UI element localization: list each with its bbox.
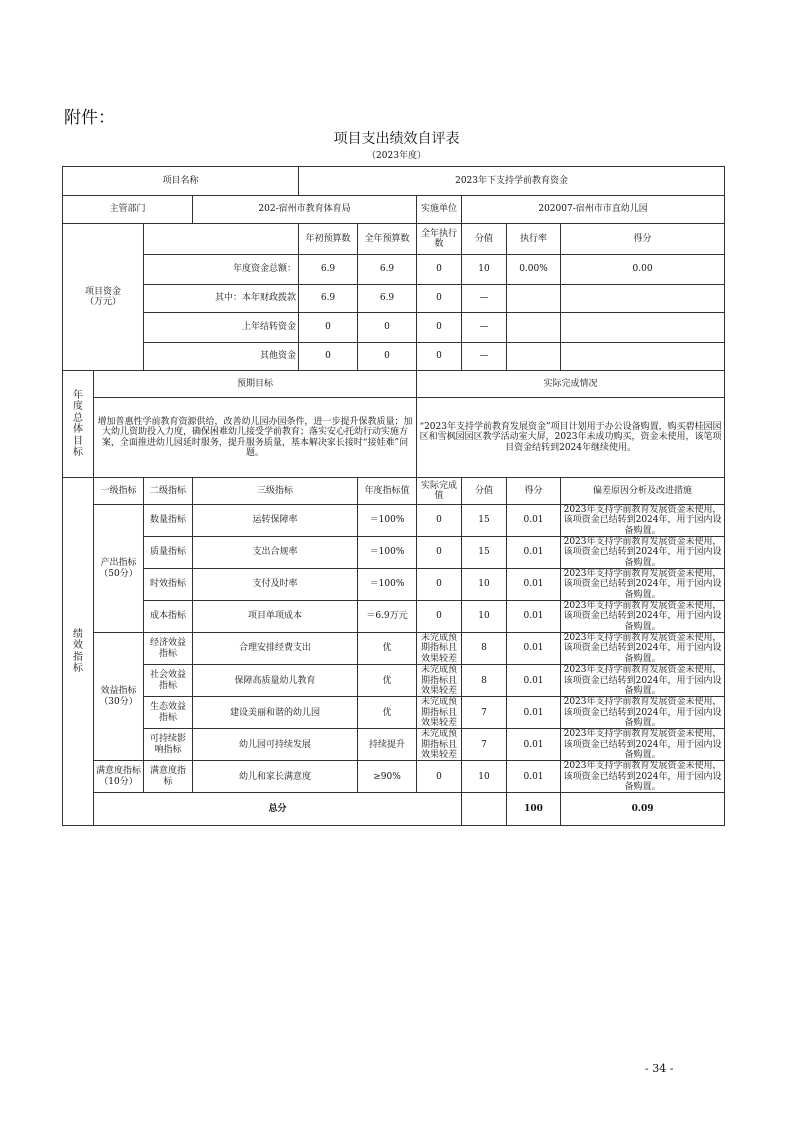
funds-row-score: [561, 285, 725, 313]
perf-actual: 0: [417, 505, 462, 537]
funds-row-initial: 0: [299, 343, 358, 371]
perf-score: 0.01: [507, 505, 561, 537]
funds-header-score: 得分: [561, 224, 725, 255]
perf-level3: 支出合规率: [193, 537, 358, 569]
perf-level1-text: 效益指标 （30分）: [99, 686, 138, 707]
perf-level3: 项目单项成本: [193, 601, 358, 633]
perf-level3: 合理安排经费支出: [193, 633, 358, 665]
perf-actual: 0: [417, 569, 462, 601]
funds-row-initial: 6.9: [299, 285, 358, 313]
perf-level3: 幼儿和家长满意度: [193, 761, 358, 793]
perf-score: 0.01: [507, 697, 561, 729]
dept-label: 主管部门: [63, 196, 193, 224]
perf-target: ＝100%: [358, 537, 417, 569]
funds-label: [63, 224, 144, 371]
funds-row-rate: [507, 285, 561, 313]
unit-label: 实施单位: [417, 196, 462, 224]
project-name-row: [63, 167, 725, 196]
perf-actual: 0: [417, 537, 462, 569]
self-evaluation-table: [62, 166, 725, 826]
perf-level3: 建设美丽和谐的幼儿园: [193, 697, 358, 729]
funds-row-score: 0.00: [561, 255, 725, 285]
funds-row-name: 上年结转资金: [144, 313, 299, 343]
total-row: [63, 793, 725, 826]
funds-header-blank: [144, 224, 299, 255]
perf-header-level2: 二级指标: [144, 478, 193, 505]
table-row: [63, 633, 725, 665]
perf-level2: 质量指标: [144, 537, 193, 569]
funds-row-annual: 6.9: [358, 255, 417, 285]
perf-deviation: 2023年支持学前教育发展资金未使用，该项资金已结转到2024年，用于园内设备购置。: [561, 665, 725, 697]
perf-deviation: 2023年支持学前教育发展资金未使用，该项资金已结转到2024年，用于园内设备购置。: [561, 761, 725, 793]
perf-level2: 数量指标: [144, 505, 193, 537]
perf-header-deviation: 偏差原因分析及改进措施: [561, 478, 725, 505]
funds-row-name: 其中：本年财政拨款: [144, 285, 299, 313]
perf-deviation: 2023年支持学前教育发展资金未使用，该项资金已结转到2024年，用于园内设备购置。: [561, 537, 725, 569]
funds-row-name: 其他资金: [144, 343, 299, 371]
funds-row-score: [561, 313, 725, 343]
perf-score: 0.01: [507, 537, 561, 569]
form-year: （2023年度）: [367, 151, 426, 161]
table-row: [63, 569, 725, 601]
perf-score: 0.01: [507, 569, 561, 601]
funds-label-text: 项目资金 （万元）: [84, 286, 121, 307]
perf-deviation: 2023年支持学前教育发展资金未使用，该项资金已结转到2024年，用于园内设备购置。: [561, 697, 725, 729]
goals-expected-header: 预期目标: [94, 371, 417, 398]
attachment-label: 附件：: [64, 108, 115, 128]
funds-row: [63, 255, 725, 285]
perf-level2: 生态效益指标: [144, 697, 193, 729]
perf-header-level1: 一级指标: [94, 478, 144, 505]
table-row: [63, 505, 725, 537]
perf-level2: 满意度指标: [144, 761, 193, 793]
perf-actual: 0: [417, 761, 462, 793]
perf-target: ≥90%: [358, 761, 417, 793]
total-label: 总分: [94, 793, 462, 826]
perf-actual: 未完成预期指标且效果较差: [417, 633, 462, 665]
perf-score-value: 7: [462, 729, 507, 761]
form-title: 项目支出绩效自评表: [333, 131, 460, 147]
total-blank: [462, 793, 507, 826]
table-row: [63, 537, 725, 569]
funds-row-annual: 6.9: [358, 285, 417, 313]
perf-deviation: 2023年支持学前教育发展资金未使用，该项资金已结转到2024年，用于园内设备购置。: [561, 569, 725, 601]
perf-target: ＝100%: [358, 569, 417, 601]
perf-target: 优: [358, 633, 417, 665]
table-row: [63, 761, 725, 793]
perf-level2: 社会效益指标: [144, 665, 193, 697]
funds-row: [63, 285, 725, 313]
perf-header-level3: 三级指标: [193, 478, 358, 505]
table-row: [63, 601, 725, 633]
funds-row-executed: 0: [417, 255, 462, 285]
goals-label-text: 年度总体目标: [73, 389, 83, 458]
performance-label-text: 绩效指标: [73, 628, 83, 675]
perf-header-actual: 实际完成值: [417, 478, 462, 505]
funds-row-initial: 0: [299, 313, 358, 343]
perf-target: ＝6.9万元: [358, 601, 417, 633]
perf-level2: 成本指标: [144, 601, 193, 633]
funds-header-executed: 全年执行数: [417, 224, 462, 255]
funds-row-score-value: 10: [462, 255, 507, 285]
perf-level3: 保障高质量幼儿教育: [193, 665, 358, 697]
project-name-value: 2023年下支持学前教育资金: [299, 167, 725, 196]
goals-actual-header: 实际完成情况: [417, 371, 725, 398]
funds-header-row: [63, 224, 725, 255]
perf-deviation: 2023年支持学前教育发展资金未使用，该项资金已结转到2024年，用于园内设备购置。: [561, 729, 725, 761]
perf-score: 0.01: [507, 729, 561, 761]
perf-score: 0.01: [507, 761, 561, 793]
perf-level2: 可持续影响指标: [144, 729, 193, 761]
perf-level3: 幼儿园可持续发展: [193, 729, 358, 761]
perf-level2: 时效指标: [144, 569, 193, 601]
funds-row-score: [561, 343, 725, 371]
goals-content-row: [63, 398, 725, 478]
perf-score-value: 10: [462, 601, 507, 633]
performance-header-row: [63, 478, 725, 505]
goals-actual-text: “2023年支持学前教育发展资金”项目计划用于办公设备购置，购买碧桂园园区和雪枫园园区教学活动室大屏，2023年未成功购买，资金未使用，该笔项目资金结转到2024年继续使用。: [417, 398, 725, 478]
perf-target: ＝100%: [358, 505, 417, 537]
funds-row-annual: 0: [358, 343, 417, 371]
perf-actual: 未完成预期指标且效果较差: [417, 665, 462, 697]
funds-header-annual: 全年预算数: [358, 224, 417, 255]
unit-value: 202007-宿州市市直幼儿园: [462, 196, 725, 224]
dept-row: [63, 196, 725, 224]
page-number: - 34 -: [645, 1062, 674, 1075]
funds-row-initial: 6.9: [299, 255, 358, 285]
perf-target: 优: [358, 665, 417, 697]
perf-score-value: 15: [462, 505, 507, 537]
funds-row-score-value: —: [462, 285, 507, 313]
perf-level3: 运转保障率: [193, 505, 358, 537]
dept-value: 202-宿州市教育体育局: [193, 196, 417, 224]
table-row: [63, 665, 725, 697]
table-row: [63, 729, 725, 761]
perf-score-value: 10: [462, 569, 507, 601]
funds-row-executed: 0: [417, 285, 462, 313]
perf-score-value: 10: [462, 761, 507, 793]
perf-level3: 支付及时率: [193, 569, 358, 601]
funds-row: [63, 313, 725, 343]
funds-row-score-value: —: [462, 313, 507, 343]
perf-header-score: 得分: [507, 478, 561, 505]
perf-score: 0.01: [507, 601, 561, 633]
project-name-label: 项目名称: [63, 167, 299, 196]
funds-row: [63, 343, 725, 371]
perf-actual: 0: [417, 601, 462, 633]
funds-row-name: 年度资金总额：: [144, 255, 299, 285]
goals-header-row: [63, 371, 725, 398]
perf-actual: 未完成预期指标且效果较差: [417, 697, 462, 729]
perf-deviation: 2023年支持学前教育发展资金未使用，该项资金已结转到2024年，用于园内设备购置。: [561, 601, 725, 633]
funds-header-rate: 执行率: [507, 224, 561, 255]
perf-header-target: 年度指标值: [358, 478, 417, 505]
perf-score: 0.01: [507, 665, 561, 697]
perf-deviation: 2023年支持学前教育发展资金未使用，该项资金已结转到2024年，用于园内设备购置。: [561, 633, 725, 665]
perf-score-value: 7: [462, 697, 507, 729]
perf-level1: [94, 505, 144, 633]
total-score: 0.09: [561, 793, 725, 826]
perf-actual: 未完成预期指标且效果较差: [417, 729, 462, 761]
funds-row-rate: [507, 313, 561, 343]
total-score-value: 100: [507, 793, 561, 826]
perf-header-score-value: 分值: [462, 478, 507, 505]
funds-row-score-value: —: [462, 343, 507, 371]
performance-label: [63, 478, 94, 826]
perf-score-value: 8: [462, 633, 507, 665]
perf-score: 0.01: [507, 633, 561, 665]
perf-target: 持续提升: [358, 729, 417, 761]
perf-deviation: 2023年支持学前教育发展资金未使用，该项资金已结转到2024年，用于园内设备购置。: [561, 505, 725, 537]
perf-target: 优: [358, 697, 417, 729]
funds-header-initial: 年初预算数: [299, 224, 358, 255]
table-row: [63, 697, 725, 729]
funds-row-rate: [507, 343, 561, 371]
perf-level1-text: 产出指标 （50分）: [99, 558, 138, 579]
goals-label: [63, 371, 94, 478]
funds-header-score-value: 分值: [462, 224, 507, 255]
perf-level2: 经济效益指标: [144, 633, 193, 665]
goals-expected-text: 增加普惠性学前教育资源供给，改善幼儿园办园条件，进一步提升保教质量；加大幼儿资助投入力度，确保困难幼儿接受学前教育；落实安心托幼行动实施方案，全面推进幼儿园延时服务，提升服务质量，基本解决家长接时“接娃难”问题。: [94, 398, 417, 478]
funds-row-executed: 0: [417, 343, 462, 371]
perf-level1: [94, 633, 144, 761]
funds-row-rate: 0.00%: [507, 255, 561, 285]
perf-score-value: 15: [462, 537, 507, 569]
funds-row-annual: 0: [358, 313, 417, 343]
funds-row-executed: 0: [417, 313, 462, 343]
perf-level1: 满意度指标（10分）: [94, 761, 144, 793]
perf-score-value: 8: [462, 665, 507, 697]
